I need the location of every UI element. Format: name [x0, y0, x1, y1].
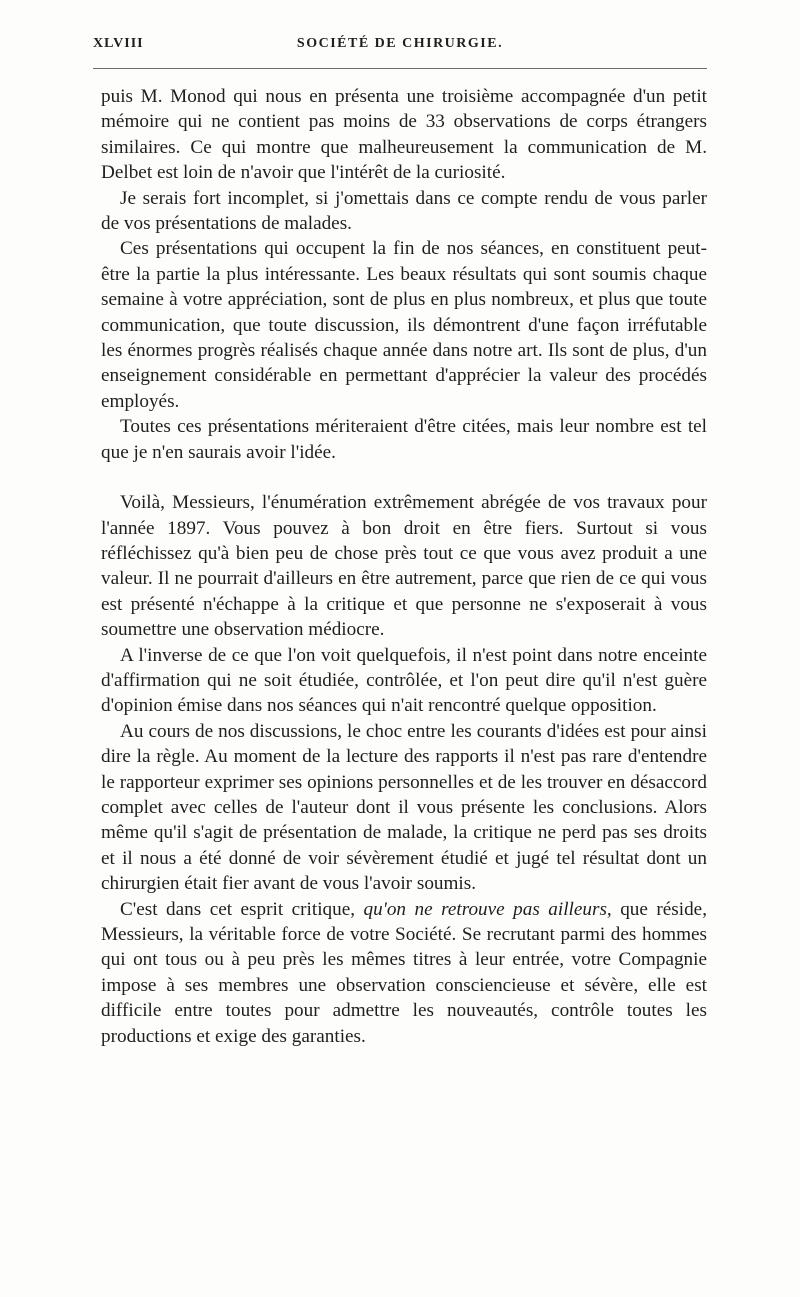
- paragraph-5: Voilà, Messieurs, l'énumération extrêmement abrégée de vos travaux pour l'année 1897. Vous pouvez à bon droit en être fiers. Surtout si vous réfléchissez qu'à bien peu de chose près tout ce que vous avez produit a une valeur. Il ne pourrait d'ailleurs en être autrement, parce que rien de ce qui vous est présenté n'échappe à la critique et que personne ne s'exposerait à vous soumettre une observation médiocre.: [101, 492, 707, 641]
- page-number: XLVIII: [93, 36, 144, 51]
- paragraph-2: Je serais fort incomplet, si j'omettais dans ce compte rendu de vous parler de vos présentations de malades.: [101, 187, 707, 235]
- paragraph-8-italic-phrase: qu'on ne retrouve pas ailleurs: [363, 898, 607, 920]
- paragraph-8-text-start: C'est dans cet esprit critique,: [120, 898, 364, 920]
- running-title: SOCIÉTÉ DE CHIRURGIE.: [296, 36, 504, 51]
- paragraph-8: [101, 897, 707, 1049]
- header-rule: [93, 68, 707, 69]
- paragraph-8-text-end: , que réside, Messieurs, la véritable force de votre Société. Se recrutant parmi des hommes qui ont tous ou à peu près les mêmes titres à leur entrée, votre Compagnie impose à ses membres une observation consciencieuse et sévère, elle est difficile entre toutes pour admettre les nouveautés, contrôle toutes les productions et exige des garanties.: [101, 898, 707, 1047]
- paragraph-1: puis M. Monod qui nous en présenta une troisième accompagnée d'un petit mémoire qui ne contient pas moins de 33 observations de corps étrangers similaires. Ce qui montre que malheureusement la communication de M. Delbet est loin de n'avoir que l'intérêt de la curiosité.: [101, 86, 707, 184]
- body-text: [101, 84, 707, 1049]
- paragraph-7: Au cours de nos discussions, le choc entre les courants d'idées est pour ainsi dire la règle. Au moment de la lecture des rapports il n'est pas rare d'entendre le rapporteur exprimer ses opinions personnelles et de les trouver en désaccord complet avec celles de l'auteur dont il vous présente les conclusions. Alors même qu'il s'agit de présentation de malade, la critique ne perd pas ses droits et il nous a été donné de voir sévèrement étudié et jugé tel résultat dont un chirurgien était fier avant de vous l'avoir soumis.: [101, 720, 707, 895]
- page-header: [93, 32, 707, 56]
- paragraph-4: Toutes ces présentations mériteraient d'être citées, mais leur nombre est tel que je n'en saurais avoir l'idée.: [101, 416, 707, 463]
- paragraph-6: A l'inverse de ce que l'on voit quelquefois, il n'est point dans notre enceinte d'affirmation qui ne soit étudiée, contrôlée, et l'on peut dire qu'il n'est guère d'opinion émise dans nos séances qui n'ait rencontré quelque opposition.: [101, 644, 707, 717]
- paragraph-3: Ces présentations qui occupent la fin de nos séances, en constituent peut-être la partie la plus intéressante. Les beaux résultats qui sont soumis chaque semaine à votre appréciation, sont de plus en plus nombreux, et plus que toute communication, que toute discussion, ils démontrent d'une façon irréfutable les énormes progrès réalisés chaque année dans notre art. Ils sont de plus, d'un enseignement considérable en permettant d'apprécier la valeur des procédés employés.: [101, 238, 707, 412]
